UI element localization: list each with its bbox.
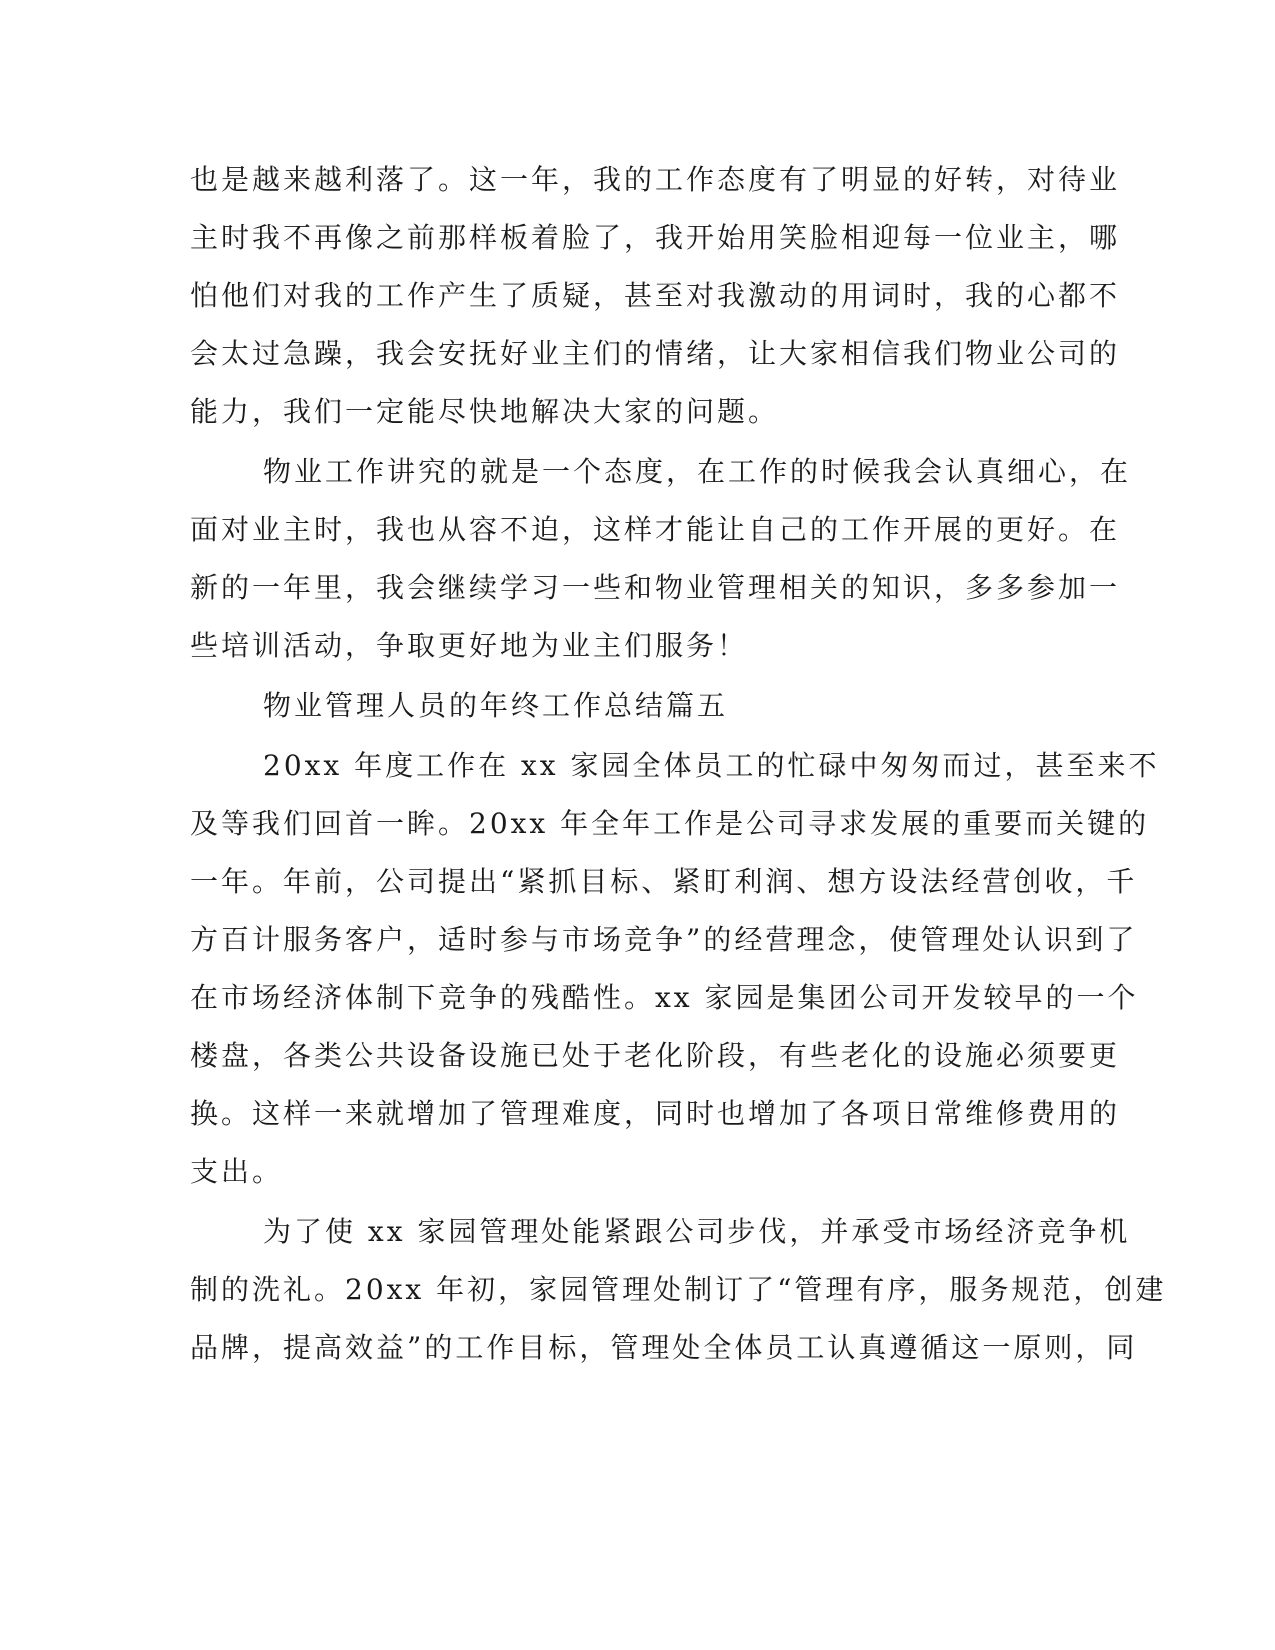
text-line: 能力，我们一定能尽快地解决大家的问题。 — [190, 395, 780, 428]
text-line: 在市场经济体制下竞争的残酷性。xx 家园是集团公司开发较早的一个 — [190, 981, 1139, 1014]
text-line: 楼盘，各类公共设备设施已处于老化阶段，有些老化的设施必须要更 — [190, 1039, 1121, 1072]
text-line: 会太过急躁，我会安抚好业主们的情绪，让大家相信我们物业公司的 — [190, 337, 1121, 370]
section-heading: 物业管理人员的年终工作总结篇五 — [263, 689, 729, 722]
text-line: 也是越来越利落了。这一年，我的工作态度有了明显的好转，对待业 — [190, 163, 1121, 196]
text-line: 支出。 — [190, 1155, 284, 1188]
paragraph-first-line: 为了使 xx 家园管理处能紧跟公司步伐，并承受市场经济竞争机 — [263, 1215, 1131, 1248]
paragraph-first-line: 物业工作讲究的就是一个态度，在工作的时候我会认真细心，在 — [263, 455, 1132, 488]
text-line: 换。这样一来就增加了管理难度，同时也增加了各项日常维修费用的 — [190, 1097, 1121, 1130]
text-line: 主时我不再像之前那样板着脸了，我开始用笑脸相迎每一位业主，哪 — [190, 221, 1121, 254]
text-line: 怕他们对我的工作产生了质疑，甚至对我激动的用词时，我的心都不 — [190, 279, 1121, 312]
text-line: 新的一年里，我会继续学习一些和物业管理相关的知识，多多参加一 — [190, 571, 1121, 604]
text-line: 及等我们回首一眸。20xx 年全年工作是公司寻求发展的重要而关键的 — [190, 807, 1150, 840]
text-line: 一年。年前，公司提出“紧抓目标、紧盯利润、想方设法经营创收，千 — [190, 865, 1138, 898]
text-line: 方百计服务客户，适时参与市场竞争”的经营理念，使管理处认识到了 — [190, 923, 1138, 956]
text-line: 品牌，提高效益”的工作目标，管理处全体员工认真遵循这一原则，同 — [190, 1331, 1138, 1364]
text-line: 些培训活动，争取更好地为业主们服务！ — [190, 629, 749, 662]
paragraph-first-line: 20xx 年度工作在 xx 家园全体员工的忙碌中匆匆而过，甚至来不 — [263, 749, 1160, 782]
text-line: 面对业主时，我也从容不迫，这样才能让自己的工作开展的更好。在 — [190, 513, 1121, 546]
text-line: 制的洗礼。20xx 年初，家园管理处制订了“管理有序，服务规范，创建 — [190, 1273, 1167, 1306]
